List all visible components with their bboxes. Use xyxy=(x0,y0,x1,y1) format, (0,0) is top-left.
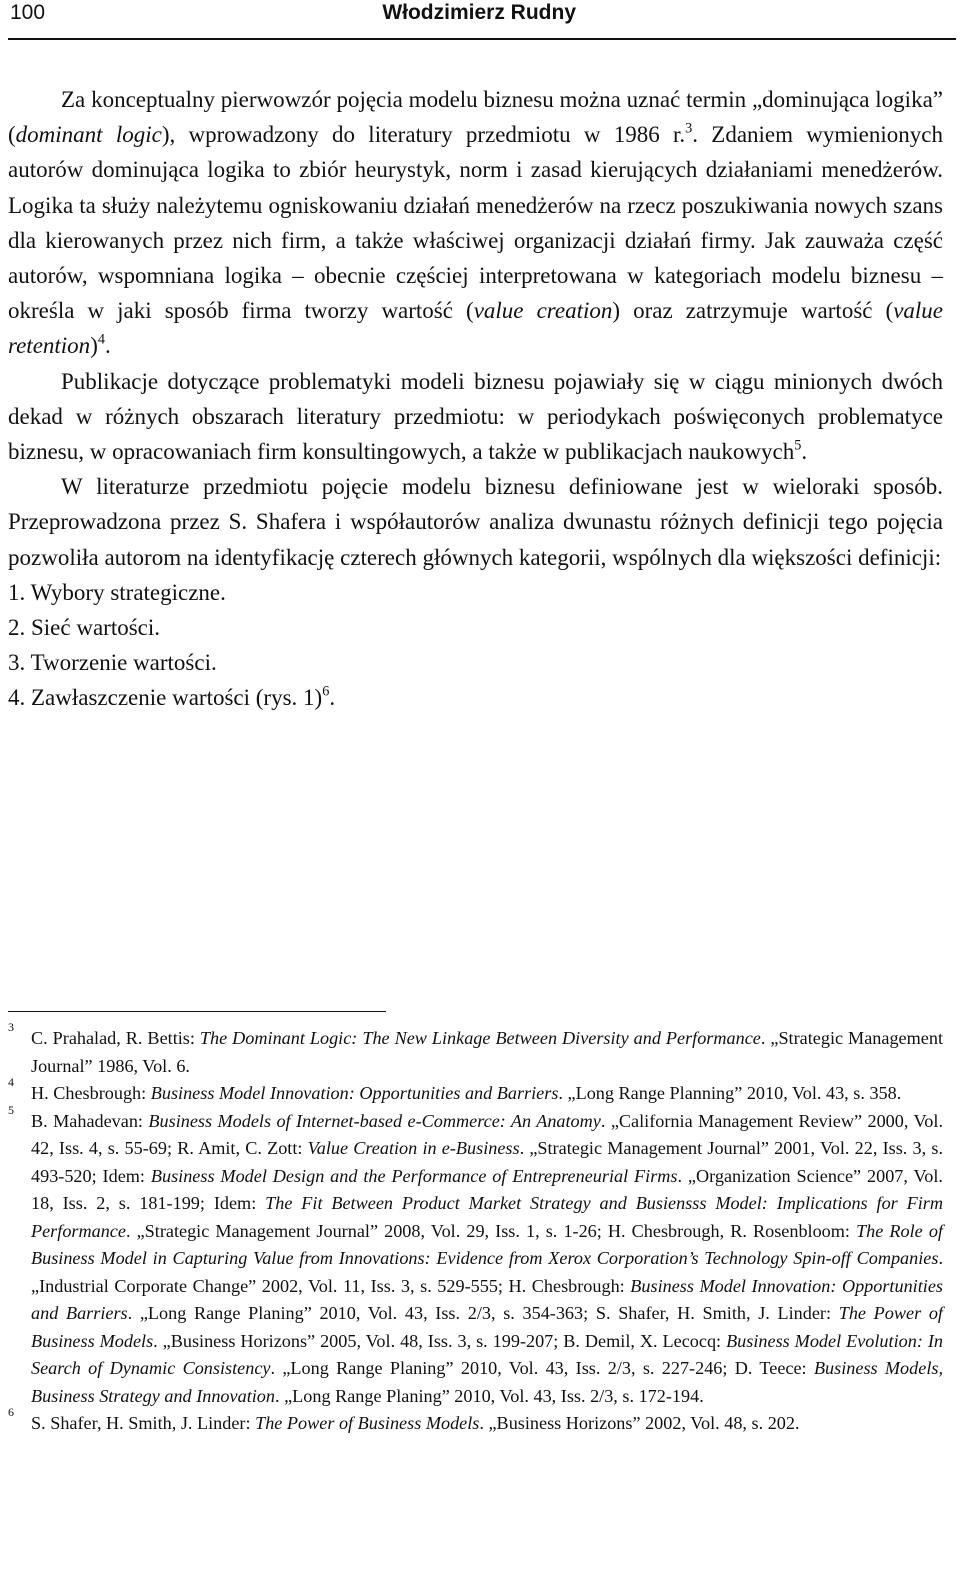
italic-term: value creation xyxy=(473,298,613,324)
text-run: . „California Management Review” 2000, Vol. 42, Iss. 4, s. 55-69; R. Amit, C. Zott: xyxy=(31,1110,943,1158)
italic-title: Business Model Innovation: Opportunities and Barriers xyxy=(150,1083,559,1103)
list-item: 1. Wybory strategiczne. xyxy=(8,579,226,605)
footnote-number: 4 xyxy=(8,1075,14,1089)
text-run: H. Chesbrough: xyxy=(31,1083,151,1103)
text-run: . „Organization Science” 2007, Vol. 18, Iss. 2, s. 181-199; Idem: xyxy=(31,1165,943,1213)
footnote-number: 5 xyxy=(8,1102,14,1117)
paragraph-3: W literaturze przedmiotu pojęcie modelu biznesu definiowane jest w wieloraki sposób. Przeprowadzona przez S. Shafera i współautorów analiza dwunastu różnych definicji tego pojęcia pozwoliła autorom na identyfikację czterech głównych kategorii, wspólnych dla większości definicji: xyxy=(8,474,943,570)
text-run: . „Long Range Planing” 2010, Vol. 43, Iss. 2/3, s. 354-363; S. Shafer, H. Smith, J. Linder: xyxy=(127,1303,839,1323)
text-run: . Zdaniem wymienionych autorów dominująca logika to zbiór heurystyk, norm i zasad kierujących działaniami menedżerów. Logika ta służy należytemu ogniskowaniu działań menedżerów na rzecz poszukiwania nowych szans dla kierowanych przez nich firm, a także właściwej organizacji działań firmy. Jak zauważa część autorów, wspomniana logika – obecnie częściej interpretowana w kategoriach modelu biznesu – określa w jaki sposób firma tworzy wartość ( xyxy=(8,122,943,324)
running-head xyxy=(8,0,956,40)
text-run: B. Mahadevan: xyxy=(31,1110,149,1131)
paragraph-1 xyxy=(8,82,943,364)
footnote-number: 3 xyxy=(8,1020,14,1034)
text-run: . „Long Range Planing” 2010, Vol. 43, Iss. 2/3, s. 227-246; D. Teece: xyxy=(270,1358,814,1378)
text-run: . xyxy=(801,439,808,465)
list-item: 3. Tworzenie wartości. xyxy=(8,650,217,676)
text-run: . „Industrial Corporate Change” 2002, Vol. 11, Iss. 3, s. 529-555; H. Chesbrough: xyxy=(31,1248,943,1296)
italic-title: The Power of Business Models xyxy=(255,1413,480,1433)
text-run: Publikacje dotyczące problematyki modeli biznesu pojawiały się w ciągu minionych dwóch dekad w różnych obszarach literatury przedmiotu: w periodykach poświęconych problematyce biznesu, w opracowaniach firm konsultingowych, a także w publikacjach naukowych xyxy=(8,368,943,465)
italic-title: Business Models of Internet-based e-Commerce: An Anatomy xyxy=(148,1110,601,1131)
footnote-ref-6[interactable]: 6 xyxy=(322,684,330,701)
footnote-5 xyxy=(8,1102,943,1411)
text-run: S. Shafer, H. Smith, J. Linder: xyxy=(31,1413,256,1433)
text-run: ), wprowadzony do literatury przedmiotu w 1986 r. xyxy=(161,122,686,148)
text-run: . „Strategic Management Journal” 2008, Vol. 29, Iss. 1, s. 1-26; H. Chesbrough, R. Rosenbloom: xyxy=(125,1220,857,1241)
text-run: 4. Zawłaszczenie wartości (rys. 1) xyxy=(8,685,323,711)
text-run: C. Prahalad, R. Bettis: xyxy=(31,1028,200,1048)
italic-term: dominant logic xyxy=(15,122,162,148)
page-number: 100 xyxy=(10,1,46,24)
paragraph-2 xyxy=(8,364,943,470)
italic-title: The Power of Business Models xyxy=(31,1303,943,1351)
text-run: Za konceptualny pierwowzór pojęcia modelu biznesu można uznać termin „dominująca logika” ( xyxy=(8,87,943,148)
text-run: . xyxy=(104,333,111,359)
italic-title: The Fit Between Product Market Strategy and Busiensss Model: Implications for Firm Performance xyxy=(31,1193,943,1241)
footnotes xyxy=(8,1020,943,1438)
italic-title: Business Model Evolution: In Search of Dynamic Consistency xyxy=(31,1330,943,1378)
text-run: . „Business Horizons” 2002, Vol. 48, s. 202. xyxy=(479,1413,800,1433)
italic-title: Business Model Innovation: Opportunities and Barriers xyxy=(31,1275,943,1323)
body-text xyxy=(8,82,943,716)
footnote-ref-5[interactable]: 5 xyxy=(794,437,802,454)
text-run: . „Strategic Management Journal” 2001, Vol. 22, Iss. 3, s. 493-520; Idem: xyxy=(31,1138,943,1186)
italic-title: Value Creation in e-Business xyxy=(307,1138,520,1158)
text-run: . „Business Horizons” 2005, Vol. 48, Iss. 3, s. 199-207; B. Demil, X. Lecocq: xyxy=(153,1330,727,1351)
text-run: . „Long Range Planing” 2010, Vol. 43, Iss. 2/3, s. 172-194. xyxy=(275,1385,704,1406)
text-run: . „Long Range Planning” 2010, Vol. 43, s. 358. xyxy=(558,1083,902,1103)
footnote-3 xyxy=(8,1020,943,1080)
footnote-4 xyxy=(8,1075,943,1108)
running-head-author: Włodzimierz Rudny xyxy=(382,1,576,24)
footnote-number: 6 xyxy=(8,1405,14,1419)
list-item: 2. Sieć wartości. xyxy=(8,615,161,641)
footnote-ref-4[interactable]: 4 xyxy=(97,332,105,349)
text-run: ) xyxy=(90,333,98,359)
italic-term: value retention xyxy=(8,298,944,359)
italic-title: Business Models, Business Strategy and Innovation xyxy=(31,1358,943,1406)
text-run: . „Strategic Management Journal” 1986, Vol. 6. xyxy=(31,1028,943,1076)
footnote-6 xyxy=(8,1405,943,1438)
text-run: ) oraz zatrzymuje wartość ( xyxy=(612,298,894,324)
italic-title: Business Model Design and the Performance of Entrepreneurial Firms xyxy=(150,1165,678,1186)
text-run: . xyxy=(329,685,336,711)
category-list xyxy=(8,575,943,716)
list-item xyxy=(8,680,943,715)
footnote-separator xyxy=(8,1011,386,1012)
italic-title: The Dominant Logic: The New Linkage Between Diversity and Performance xyxy=(199,1028,761,1048)
italic-title: The Role of Business Model in Capturing Value from Innovations: Evidence from Xerox Corporation’s Technology Spin-off Companies xyxy=(31,1220,943,1268)
footnote-ref-3[interactable]: 3 xyxy=(685,120,693,137)
